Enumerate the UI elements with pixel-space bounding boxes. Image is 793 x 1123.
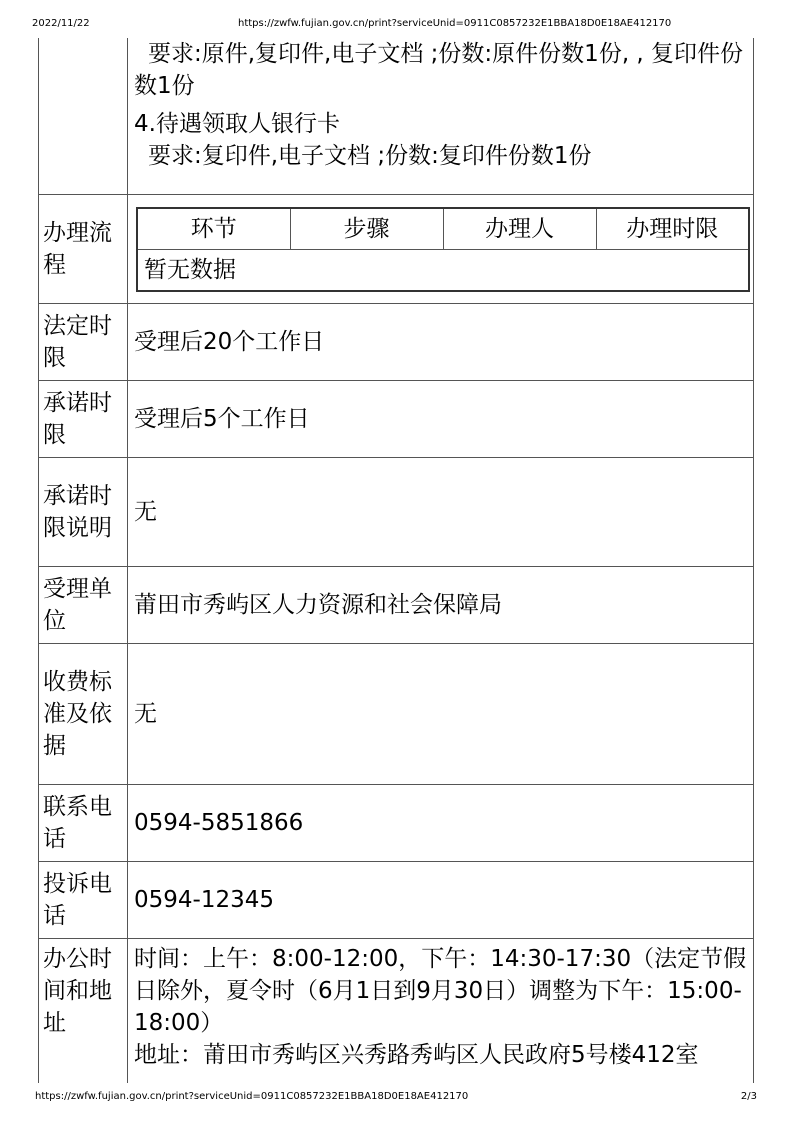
office-time: 时间：上午：8:00-12:00，下午：14:30-17:30（法定节假日除外，夏令时（6月1日到9月30日）调整为下午：15:00-18:00） — [134, 946, 747, 1036]
process-header-time-limit: 办理时限 — [596, 208, 749, 250]
process-empty-row — [137, 249, 749, 291]
fee-value: 无 — [128, 644, 754, 785]
promised-limit-note-row — [39, 458, 754, 567]
office-value — [128, 939, 754, 1084]
office-label: 办公时间和地址 — [39, 939, 128, 1084]
print-footer-url: https://zwfw.fujian.gov.cn/print?serviceUnid=0911C0857232E1BBA18D0E18AE412170 — [35, 1091, 469, 1102]
process-table — [136, 207, 750, 292]
print-date: 2022/11/22 — [32, 18, 90, 29]
contact-phone-row — [39, 785, 754, 862]
material-4-title: 4.待遇领取人银行卡 — [134, 111, 340, 137]
complaint-phone-label: 投诉电话 — [39, 862, 128, 939]
promised-limit-label: 承诺时限 — [39, 381, 128, 458]
material-4-requirement: 要求:复印件,电子文档 ;份数:复印件份数1份 — [148, 143, 592, 169]
page-number: 2/3 — [740, 1091, 757, 1102]
fee-label: 收费标准及依据 — [39, 644, 128, 785]
office-row — [39, 939, 754, 1084]
process-value — [128, 195, 754, 304]
promised-limit-row — [39, 381, 754, 458]
complaint-phone-row — [39, 862, 754, 939]
fee-row — [39, 644, 754, 785]
legal-limit-value: 受理后20个工作日 — [128, 304, 754, 381]
process-empty-text: 暂无数据 — [137, 249, 749, 291]
material-3-requirement: 要求:原件,复印件,电子文档 ;份数:原件份数1份, , 复印件份数1份 — [134, 41, 744, 99]
promised-limit-note-label: 承诺时限说明 — [39, 458, 128, 567]
process-header-step: 步骤 — [290, 208, 443, 250]
legal-limit-label: 法定时限 — [39, 304, 128, 381]
legal-limit-row — [39, 304, 754, 381]
materials-value — [128, 38, 754, 195]
process-label: 办理流程 — [39, 195, 128, 304]
materials-row — [39, 38, 754, 195]
materials-label — [39, 38, 128, 195]
complaint-phone-value: 0594-12345 — [128, 862, 754, 939]
process-header-stage: 环节 — [137, 208, 290, 250]
contact-phone-value: 0594-5851866 — [128, 785, 754, 862]
accepting-unit-label: 受理单位 — [39, 567, 128, 644]
service-info-table — [38, 38, 754, 1083]
process-row — [39, 195, 754, 304]
promised-limit-value: 受理后5个工作日 — [128, 381, 754, 458]
process-header-handler: 办理人 — [443, 208, 596, 250]
accepting-unit-value: 莆田市秀屿区人力资源和社会保障局 — [128, 567, 754, 644]
promised-limit-note-value: 无 — [128, 458, 754, 567]
contact-phone-label: 联系电话 — [39, 785, 128, 862]
accepting-unit-row — [39, 567, 754, 644]
print-header-url: https://zwfw.fujian.gov.cn/print?serviceUnid=0911C0857232E1BBA18D0E18AE412170 — [238, 18, 672, 29]
office-address: 地址：莆田市秀屿区兴秀路秀屿区人民政府5号楼412室 — [134, 1042, 699, 1068]
process-header-row — [137, 208, 749, 250]
